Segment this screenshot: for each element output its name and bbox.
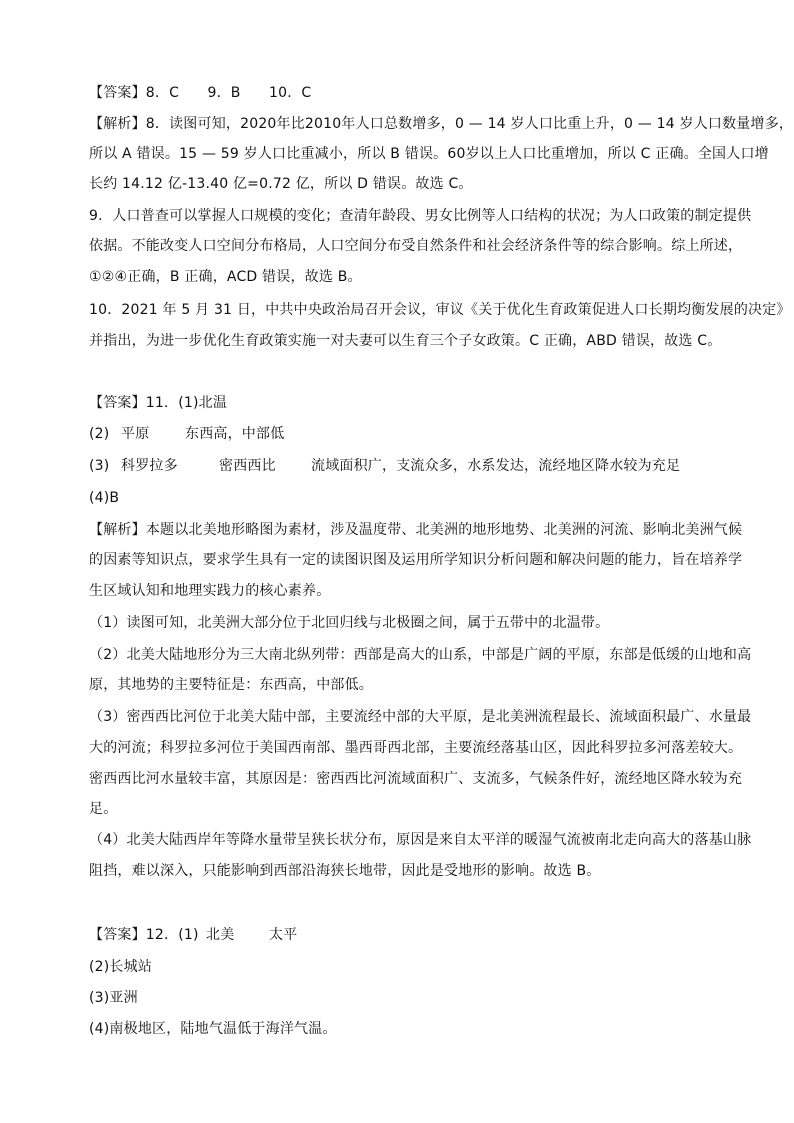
analysis-sub: 密西西比河水量较丰富，其原因是：密西西比河流域面积广、支流多，气候条件好，流经地区降水较为充 (89, 771, 743, 787)
answer-value: 流域面积广，支流众多，水系发达，流经地区降水较为充足 (311, 458, 681, 474)
analysis-line: 【解析】本题以北美地形略图为素材，涉及温度带、北美洲的地形地势、北美洲的河流、影响北美洲气候 (89, 522, 743, 538)
item-number: (3) (89, 458, 110, 474)
answer-value: 密西西比 (219, 458, 276, 474)
answer-value: 太平 (269, 927, 298, 943)
analysis-line: 并指出，为进一步优化生育政策实施一对夫妻可以生育三个子女政策。C 正确，ABD 错误，故选 C。 (89, 333, 722, 349)
analysis-line: 9．人口普查可以掌握人口规模的变化；查清年龄段、男女比例等人口结构的状况；为人口政策的制定提供 (89, 208, 752, 224)
answer-12-1 (89, 924, 297, 946)
analysis-line: ①②④正确，B 正确，ACD 错误，故选 B。 (89, 269, 362, 285)
analysis-line: 【解析】8．读图可知，2020年比2010年人口总数增多，0 — 14 岁人口比重上升，0 — 14 岁人口数量增多， (89, 116, 794, 132)
answer-value: 科罗拉多 (121, 458, 178, 474)
answer-value: 平原 (121, 426, 150, 442)
answer-12-4: (4)南极地区，陆地气温低于海洋气温。 (89, 1021, 337, 1037)
analysis-sub: （2）北美大陆地形分为三大南北纵列带：西部是高大的山系，中部是广阔的平原，东部是低缓的山地和高 (89, 647, 752, 663)
answer-11-4: (4)B (89, 490, 120, 506)
answer-11-3 (89, 455, 680, 477)
answer-lead: 【答案】12．(1) (89, 927, 199, 943)
item-number: (2) (89, 426, 110, 442)
analysis-line: 生区域认知和地理实践力的核心素养。 (89, 583, 331, 599)
answer-12-3: (3)亚洲 (89, 990, 138, 1006)
analysis-sub: 大的河流；科罗拉多河位于美国西南部、墨西哥西北部，主要流经落基山区，因此科罗拉多河落差较大。 (89, 740, 743, 756)
analysis-sub: 足。 (89, 801, 118, 817)
analysis-sub: （1）读图可知，北美洲大部分位于北回归线与北极圈之间，属于五带中的北温带。 (89, 615, 610, 631)
analysis-sub: （3）密西西比河位于北美大陆中部，主要流经中部的大平原，是北美洲流程最长、流域面积最广、水量最 (89, 709, 752, 725)
analysis-sub: （4）北美大陆西岸年等降水量带呈狭长状分布，原因是来自太平洋的暖湿气流被南北走向高大的落基山脉 (89, 832, 752, 848)
analysis-sub: 阻挡，难以深入，只能影响到西部沿海狭长地带，因此是受地形的影响。故选 B。 (89, 863, 601, 879)
answer-11-2 (89, 423, 284, 445)
analysis-line: 长约 14.12 亿-13.40 亿=0.72 亿，所以 D 错误。故选 C。 (89, 176, 473, 192)
answer-12-2: (2)长城站 (89, 959, 153, 975)
analysis-line: 所以 A 错误。15 — 59 岁人口比重减小，所以 B 错误。60岁以上人口比重增加，所以 C 正确。全国人口增 (89, 146, 769, 162)
analysis-line: 依据。不能改变人口空间分布格局，人口空间分布受自然条件和社会经济条件等的综合影响。综上所述， (89, 238, 743, 254)
analysis-line: 10．2021 年 5 月 31 日，中共中央政治局召开会议，审议《关于优化生育政策促进人口长期均衡发展的决定》 (89, 302, 791, 318)
answer-value: 东西高，中部低 (185, 426, 285, 442)
answer-11-1: 【答案】11．(1)北温 (89, 395, 228, 411)
analysis-sub: 原，其地势的主要特征是：东西高，中部低。 (89, 677, 373, 693)
answer-8-10: 【答案】8．C 9．B 10．C (89, 85, 312, 101)
answer-value: 北美 (206, 927, 235, 943)
analysis-line: 的因素等知识点，要求学生具有一定的读图识图及运用所学知识分析问题和解决问题的能力，旨在培养学 (89, 552, 743, 568)
